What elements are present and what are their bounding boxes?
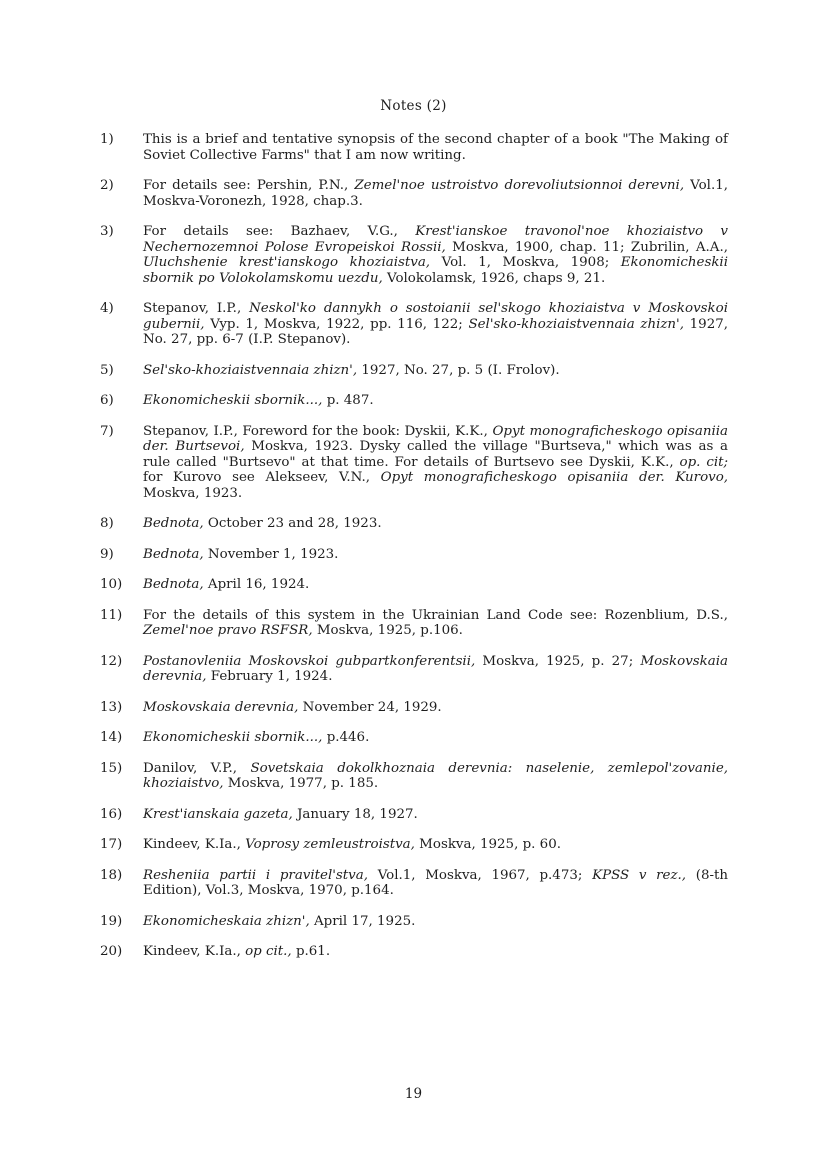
note-text bbox=[143, 807, 728, 823]
note-item bbox=[100, 868, 728, 899]
note-text bbox=[143, 914, 728, 930]
note-item bbox=[100, 700, 728, 716]
note-item bbox=[100, 424, 728, 502]
note-text-run: Moskva, 1925, p.106. bbox=[312, 623, 463, 638]
note-number: 15) bbox=[100, 760, 123, 776]
note-text-run: for Kurovo see Alekseev, V.N., bbox=[143, 470, 381, 485]
note-text-run: Moskva, 1900, chap. 11; Zubrilin, A.A., bbox=[445, 239, 728, 255]
note-number: 16) bbox=[100, 806, 123, 822]
note-text-run: For details see: Pershin, P.N., bbox=[143, 178, 355, 193]
note-item bbox=[100, 944, 728, 960]
note-title-italic: Krest'ianskaia gazeta, bbox=[143, 806, 293, 822]
note-number: 12) bbox=[100, 653, 123, 669]
note-text-run: Kindeev, K.Ia., bbox=[143, 944, 246, 959]
note-title-italic: Moskovskaia derevnia, bbox=[143, 653, 729, 684]
note-text bbox=[143, 301, 728, 348]
note-title-italic: Ekonomicheskii sbornik..., bbox=[143, 730, 323, 745]
note-title-italic: KPSS v rez., bbox=[592, 867, 687, 883]
note-text-run: Moskva, 1925, p. 60. bbox=[414, 837, 561, 852]
note-text bbox=[143, 868, 728, 899]
note-text-run: April 17, 1925. bbox=[309, 913, 416, 929]
note-text-run: Vol. 1, Moskva, 1908; bbox=[430, 255, 621, 270]
note-number: 8) bbox=[100, 516, 114, 531]
note-title-italic: Sel'sko-khoziaistvennaia zhizn', bbox=[468, 316, 684, 332]
note-number: 6) bbox=[100, 393, 114, 408]
note-number: 1) bbox=[100, 132, 114, 147]
note-text bbox=[143, 224, 728, 286]
note-title-italic: Uluchshenie krest'ianskogo khoziaistva, bbox=[143, 255, 431, 270]
note-number: 13) bbox=[100, 699, 123, 715]
note-text bbox=[143, 393, 728, 409]
note-number: 14) bbox=[100, 730, 123, 745]
page-title: Notes (2) bbox=[380, 98, 447, 114]
note-item bbox=[100, 132, 728, 163]
note-text bbox=[143, 944, 728, 960]
note-item bbox=[100, 178, 728, 209]
note-item bbox=[100, 654, 728, 685]
note-item bbox=[100, 730, 728, 746]
note-text-run: For details see: Bazhaev, V.G., bbox=[143, 224, 416, 239]
note-text bbox=[143, 363, 728, 379]
note-number: 19) bbox=[100, 913, 123, 929]
page-number: 19 bbox=[404, 1086, 423, 1102]
notes-list bbox=[0, 132, 827, 975]
note-text-run: 1927, No. 27, p. 5 (I. Frolov). bbox=[357, 362, 560, 378]
note-text-run: Moskva, 1925, p. 27; bbox=[475, 653, 641, 669]
note-item bbox=[100, 837, 728, 853]
note-text bbox=[143, 547, 728, 563]
note-title-italic: Krest'ianskoe travonol'noe khoziaistvo v Nechernozemnoi Polose Evropeiskoi Rossii, bbox=[143, 224, 728, 255]
note-item bbox=[100, 393, 728, 409]
note-text bbox=[143, 178, 728, 209]
note-item bbox=[100, 914, 728, 930]
note-text-run: 1927, No. 27, pp. 6-7 (I.P. Stepanov). bbox=[143, 316, 728, 347]
note-number: 11) bbox=[100, 607, 123, 623]
note-title-italic: Bednota, bbox=[143, 516, 204, 531]
note-text bbox=[143, 132, 728, 163]
note-text-run: Vol.1, Moskva-Voronezh, 1928, chap.3. bbox=[143, 178, 728, 209]
note-title-italic: Ekonomicheskii sbornik po Volokolamskomu uezdu, bbox=[143, 255, 728, 286]
note-item bbox=[100, 363, 728, 379]
note-text-run: November 1, 1923. bbox=[203, 546, 339, 562]
note-item bbox=[100, 761, 728, 792]
note-number: 2) bbox=[100, 178, 114, 193]
note-text-run: Stepanov, I.P., bbox=[143, 301, 250, 316]
note-item bbox=[100, 547, 728, 563]
note-text bbox=[143, 608, 728, 639]
note-text-run: For the details of this system in the Ukrainian Land Code see: Rozenblium, D.S., bbox=[143, 607, 728, 623]
note-title-italic: Sel'sko-khoziaistvennaia zhizn', bbox=[143, 362, 358, 378]
note-title-italic: Zemel'noe ustroistvo dorevoliutsionnoi derevni, bbox=[354, 178, 685, 193]
note-text bbox=[143, 424, 728, 502]
note-title-italic: op. cit; bbox=[679, 454, 728, 470]
note-item bbox=[100, 516, 728, 532]
note-item bbox=[100, 577, 728, 593]
note-number: 5) bbox=[100, 362, 114, 378]
note-title-italic: Ekonomicheskaia zhizn', bbox=[143, 913, 310, 929]
note-text-run: January 18, 1927. bbox=[292, 806, 418, 822]
note-text-run: Moskva, 1977, p. 185. bbox=[223, 776, 379, 791]
note-text bbox=[143, 654, 728, 685]
note-title-italic: op cit., bbox=[245, 944, 292, 959]
note-item bbox=[100, 608, 728, 639]
note-title-italic: Resheniia partii i pravitel'stva, bbox=[143, 867, 368, 883]
note-text-run: October 23 and 28, 1923. bbox=[203, 516, 382, 531]
note-text bbox=[143, 700, 728, 716]
note-text-run: February 1, 1924. bbox=[206, 669, 333, 684]
note-text bbox=[143, 837, 728, 853]
note-text-run: Volokolamsk, 1926, chaps 9, 21. bbox=[382, 270, 606, 286]
note-number: 9) bbox=[100, 546, 114, 562]
note-text bbox=[143, 516, 728, 532]
note-number: 4) bbox=[100, 301, 114, 316]
note-text bbox=[143, 761, 728, 792]
note-number: 10) bbox=[100, 577, 123, 592]
note-text bbox=[143, 577, 728, 593]
note-text-run: November 24, 1929. bbox=[298, 699, 442, 715]
note-number: 3) bbox=[100, 224, 114, 239]
note-title-italic: Ekonomicheskii sbornik..., bbox=[143, 393, 323, 408]
note-text-run: April 16, 1924. bbox=[203, 577, 310, 592]
note-title-italic: Opyt monograficheskogo opisaniia der. Kurovo, bbox=[380, 470, 729, 485]
note-text-run: Moskva, 1923. Dysky called the village "Burtseva," which was as a rule called "Burtsevo" at that time. For details of Burtsevo see Dyskii, K.K., bbox=[143, 439, 728, 470]
note-text-run: Moskva, 1923. bbox=[143, 485, 243, 501]
note-title-italic: Voprosy zemleustroistva, bbox=[245, 837, 415, 852]
note-number: 20) bbox=[100, 944, 123, 959]
note-text-run: p.446. bbox=[322, 730, 370, 745]
note-item bbox=[100, 224, 728, 286]
note-title-italic: Bednota, bbox=[143, 577, 204, 592]
note-item bbox=[100, 807, 728, 823]
note-title-italic: Opyt monograficheskogo opisaniia der. Burtsevoi, bbox=[143, 423, 728, 454]
note-title-italic: Zemel'noe pravo RSFSR, bbox=[143, 623, 313, 638]
note-text-run: p. 487. bbox=[322, 393, 374, 408]
note-text bbox=[143, 730, 728, 746]
note-number: 17) bbox=[100, 837, 123, 852]
note-item bbox=[100, 301, 728, 348]
note-title-italic: Neskol'ko dannykh o sostoianii sel'skogo khoziaistva v Moskovskoi gubernii, bbox=[143, 301, 728, 332]
note-text-run: Stepanov, I.P., Foreword for the book: Dyskii, K.K., bbox=[143, 423, 493, 439]
note-number: 7) bbox=[100, 423, 114, 439]
note-text-run: (8-th Edition), Vol.3, Moskva, 1970, p.164. bbox=[143, 867, 729, 898]
note-text-run: Vyp. 1, Moskva, 1922, pp. 116, 122; bbox=[204, 316, 469, 332]
note-title-italic: Sovetskaia dokolkhoznaia derevnia: naselenie, zemlepol'zovanie, khoziaistvo, bbox=[143, 760, 728, 791]
note-text-run: p.61. bbox=[291, 944, 331, 959]
note-number: 18) bbox=[100, 867, 123, 883]
note-title-italic: Postanovleniia Moskovskoi gubpartkonferentsii, bbox=[143, 653, 476, 669]
note-text-run: Kindeev, K.Ia., bbox=[143, 837, 246, 852]
note-title-italic: Bednota, bbox=[143, 546, 204, 562]
note-text-run: Danilov, V.P., bbox=[143, 760, 251, 776]
note-text-run: Vol.1, Moskva, 1967, p.473; bbox=[368, 867, 593, 883]
note-text-run: This is a brief and tentative synopsis of the second chapter of a book "The Making of Soviet Collective Farms" that I am now writing. bbox=[143, 132, 728, 163]
note-title-italic: Moskovskaia derevnia, bbox=[143, 699, 299, 715]
